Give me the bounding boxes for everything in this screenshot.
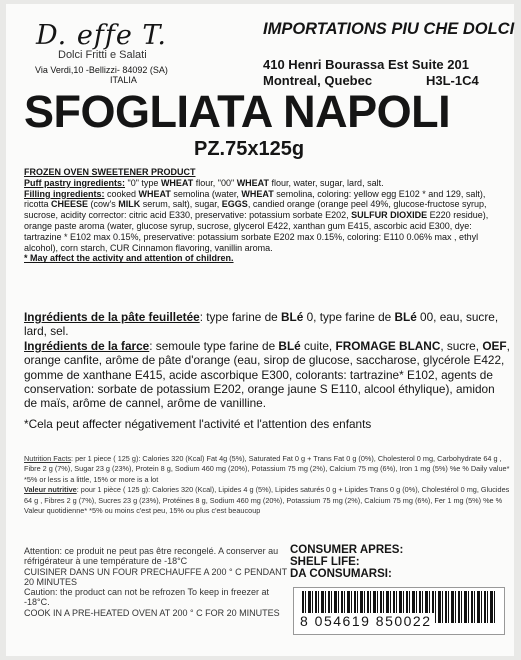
barcode-digits: 8 054619 850022 — [300, 613, 432, 629]
allergen-word: FROMAGE BLANC — [335, 338, 441, 353]
allergen-word: CHEESE — [51, 199, 89, 210]
importer-street: 410 Henri Bourassa Est Suite 201 — [263, 57, 469, 72]
puff-label: Puff pastry ingredients: — [24, 177, 126, 188]
consumer-dates — [290, 544, 403, 580]
text-segment: "0" type — [125, 177, 161, 188]
importer-city: Montreal, Quebec — [263, 73, 373, 88]
text-segment: flour, water, sugar, lard, salt. — [269, 177, 384, 188]
french-warning: *Cela peut affecter négativement l'activité et l'attention des enfants — [24, 416, 372, 431]
attention-fr: Attention: ce produit ne peut pas être recongelé. A conserver au réfrigérateur à une température de -18°C — [24, 546, 279, 567]
french-ingredients — [24, 310, 510, 431]
brand-tagline: Dolci Fritti e Salati — [58, 49, 147, 61]
barcode — [293, 587, 505, 635]
allergen-word: WHEAT — [160, 177, 194, 188]
allergen-word: BLé — [278, 338, 301, 353]
text-segment: (cow's — [88, 199, 119, 210]
text-segment: serum, salt), sugar, — [140, 199, 222, 210]
pack-size: PZ.75x125g — [194, 138, 305, 160]
shelf-life: SHELF LIFE: — [290, 556, 360, 568]
allergen-word: BLé — [394, 310, 417, 324]
nutrition-label-fr: Valeur nutritive — [24, 485, 77, 495]
text-segment: , sucre, — [440, 338, 483, 353]
nutrition-label-en: Nutrition Facts — [24, 454, 72, 463]
text-segment: , orange canfite, arôme de pâte d'orange (eau, sirop de glucose, saccharose, glycérole E422, gomme de xanthane E415, acide ascorbique E300, colorants: tartrazine* E102, agents de conservation: sorbate de potassium E202, orange jaune S E110, alcool éthylique), amidon de maïs, arôme de cannel, arôme de vanilline. — [24, 338, 510, 411]
consume-before-it: DA CONSUMARSI: — [290, 568, 392, 580]
importer-postal-code: H3L-1C4 — [426, 73, 479, 88]
text-segment: 0, type farine de — [303, 310, 395, 324]
text-segment: semolina (water, — [170, 188, 242, 199]
allergen-word: MILK — [118, 199, 141, 210]
text-segment: : semoule type farine de — [149, 338, 279, 353]
allergen-word: WHEAT — [236, 177, 270, 188]
product-title: SFOGLIATA NAPOLI — [24, 86, 451, 137]
nutrition-facts — [24, 454, 512, 516]
allergen-word: WHEAT — [138, 188, 171, 199]
filling-label: Filling ingredients: — [24, 188, 105, 199]
text-segment: cooked — [104, 188, 139, 199]
importer-name: IMPORTATIONS PIU CHE DOLCI — [263, 20, 515, 38]
warning-text: * May affect the activity and attention of children. — [24, 253, 234, 264]
brand-address: Via Verdi,10 -Bellizzi- 84092 (SA) — [35, 65, 168, 75]
brand-country: ITALIA — [110, 75, 137, 85]
allergen-word: WHEAT — [241, 188, 274, 199]
english-header: FROZEN OVEN SWEETENER PRODUCT — [24, 167, 196, 177]
consume-before-fr: CONSUMER APRES: — [290, 544, 404, 556]
text-segment: E220 residue), orange paste aroma (water, glucose syrup, sucrose, glycerol E422, xanthan gum E415, ascorbic acid E300, dye: tartrazine * E102 max 0.15%, preservative: potassium sorbate E202 max 0.15%, coloring: E110 0.06% max , ethyl alcohol), corn starch, CUR Cinnamon flavoring, vanillin aroma. — [24, 210, 489, 253]
brand-logo: D. effe T. — [36, 20, 167, 51]
text-segment: semolina, coloring: yellow egg E102 * and 129, salt), ricotta — [24, 188, 486, 210]
nutrition-text-fr: : pour 1 pièce ( 125 g): Calories 320 (Kcal), Lipides 4 g (5%), Lipides saturés 0 g + Lipides Trans 0 g (0%), Cholestérol 0 mg, Glucides 64 g , Fibres 2 g (7%), Sucres 23 g (23%), Protéines 8 g, Sodium 460 mg (20%), Potassium 75 mg (2%), Calcium 75 mg (6%), Fer 1 mg (5%) %e % Valeur quotidienne* *5% ou moins c'est peu, 15% ou plus c'est beaucoup — [24, 485, 510, 516]
allergen-word: SULFUR DIOXIDE — [351, 210, 428, 221]
allergen-word: BLé — [281, 310, 304, 324]
farce-label: Ingrédients de la farce — [24, 338, 150, 353]
text-segment: , candied orange (orange peel 49%, glucose-fructose syrup, sucrose, acidity corrector: citric acid E330, preservative: potassium sorbate E202, — [24, 199, 487, 221]
text-segment: cuite, — [300, 338, 336, 353]
text-segment: : type farine de — [199, 310, 282, 324]
nutrition-text-en: : per 1 piece ( 125 g): Calories 320 (Kcal) Fat 4g (5%), Saturated Fat 0 g + Trans Fat 0 g (0%), Cholesterol 0 mg, Carbohydrate 64 g , Fibre 2 g (7%), Sugar 23 g (23%), Protein 8 g, Sodium 460 mg (20%), Potassium 75 mg (2%), Calcium 75 mg (6%), Iron 1 mg (5%) %e % Daily value* *5% or less is a little, 15% or more is a lot — [24, 454, 510, 484]
text-segment: flour, "00" — [193, 177, 237, 188]
caution-en: Caution: the product can not be refrozen To keep in freezer at -18°C. — [24, 587, 269, 608]
cook-fr: CUISINER DANS UN FOUR PRECHAUFFE A 200 ° C PENDANT 20 MINUTES — [24, 566, 287, 587]
text-segment: 00, eau, sucre, lard, sel. — [24, 310, 499, 339]
storage-instructions — [24, 546, 292, 618]
pate-label: Ingrédients de la pâte feuilletée — [24, 310, 200, 324]
english-ingredients — [24, 167, 506, 264]
cook-en: COOK IN A PRE-HEATED OVEN AT 200 ° C FOR 20 MINUTES — [24, 607, 280, 618]
allergen-word: OEF — [482, 338, 507, 353]
product-label — [6, 4, 514, 656]
allergen-word: EGGS — [221, 199, 248, 210]
